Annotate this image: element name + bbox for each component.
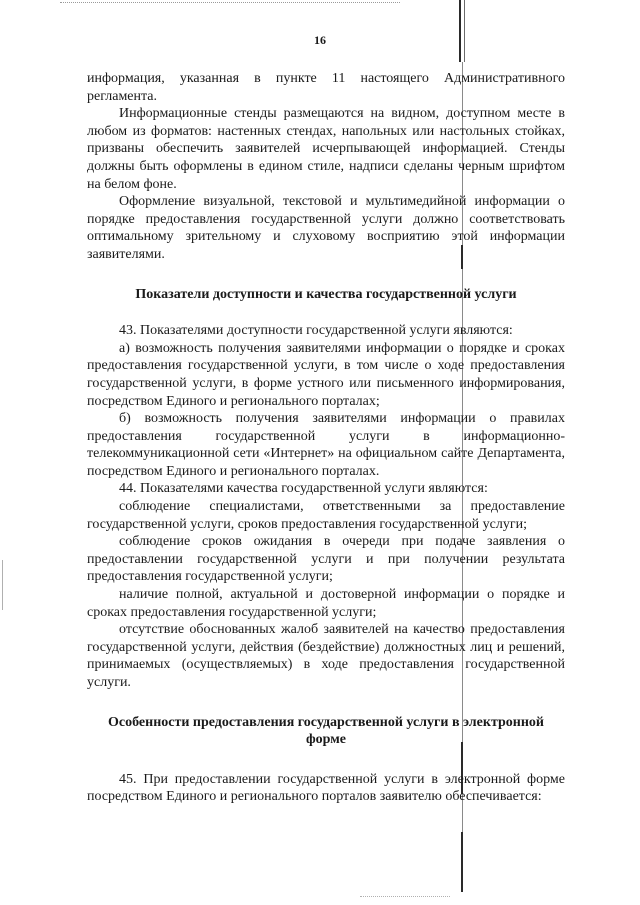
scan-artifact-line <box>464 0 465 62</box>
paragraph: 45. При предоставлении государственной услуги в электронной форме посредством Единого и регионального порталов заявителю обеспечивается: <box>87 771 565 805</box>
scan-noise-bottom <box>360 896 450 899</box>
paragraph: 43. Показателями доступности государственной услуги являются: <box>119 323 513 339</box>
section-heading: Показатели доступности и качества государственной услуги <box>135 286 517 302</box>
paragraph: Оформление визуальной, текстовой и мультимедийной информации о порядке предоставления государственной услуги должно соответствовать оптимальному зрительному и слуховому восприятию этой информации заявителями. <box>87 194 565 262</box>
scan-artifact-line <box>461 832 463 892</box>
section-heading: Особенности предоставления государственной услуги в электронной форме <box>108 714 544 748</box>
paragraph: соблюдение сроков ожидания в очереди при подаче заявления о предоставлении государственной услуги и при получении результата предоставления государственной услуги; <box>87 534 565 585</box>
paragraph: наличие полной, актуальной и достоверной информации о порядке и сроках предоставления государственной услуги; <box>87 587 565 620</box>
paragraph: Информационные стенды размещаются на видном, доступном месте в любом из форматов: настенных стендах, напольных или настольных стойках, призваны обеспечить заявителей исчерпывающей информацией. Стенды должны быть оформлены в едином стиле, надписи сделаны черным шрифтом на белом фоне. <box>87 106 565 192</box>
paragraph: а) возможность получения заявителями информации о порядке и сроках предоставления государственной услуги, в том числе о ходе предоставления государственной услуги, в форме устного или письменного информирования, посредством Единого и регионального порталах; <box>87 340 565 409</box>
paragraph: отсутствие обоснованных жалоб заявителей на качество предоставления государственной услуги, действия (бездействие) должностных лиц и решений, принимаемых (осуществляемых) в ходе предоставления государственной услуги. <box>87 622 565 690</box>
scan-artifact-line <box>2 560 3 610</box>
paragraph: б) возможность получения заявителями информации о правилах предоставления государственной услуги в информационно-телекоммуникационной сети «Интернет» на официальном сайте Департамента, посредством Единого и регионального порталах. <box>87 411 565 479</box>
scan-noise-top <box>60 2 400 7</box>
page-number: 16 <box>314 33 326 47</box>
document-body <box>87 70 565 806</box>
paragraph: 44. Показателями качества государственной услуги являются: <box>119 481 488 497</box>
scan-artifact-line <box>459 0 461 62</box>
paragraph: соблюдение специалистами, ответственными за предоставление государственной услуги, сроков предоставления государственной услуги; <box>87 499 565 532</box>
paragraph: информация, указанная в пункте 11 настоящего Административного регламента. <box>87 71 565 104</box>
